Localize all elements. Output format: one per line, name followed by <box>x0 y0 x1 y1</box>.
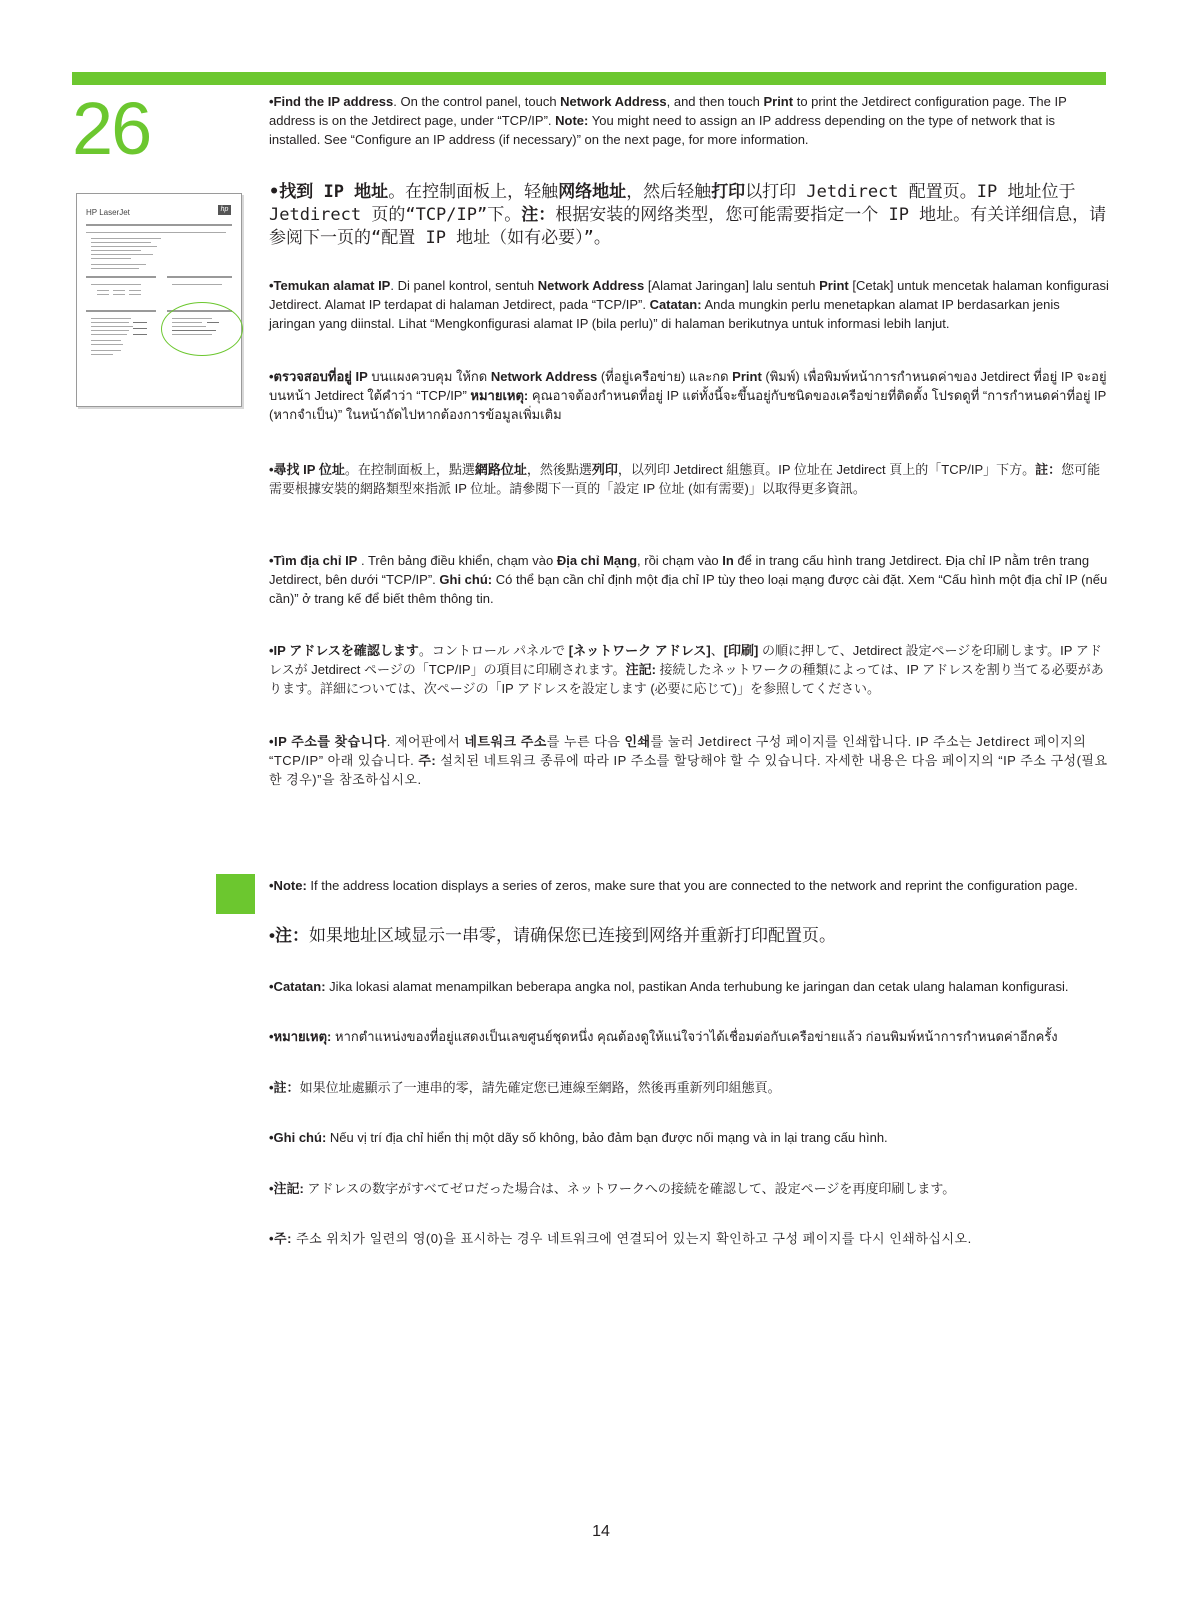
note-ko: •주: 주소 위치가 일련의 영(0)을 표시하는 경우 네트워크에 연결되어 있는지 확인하고 구성 페이지를 다시 인쇄하십시오. <box>269 1231 972 1246</box>
instruction-zh-tw: •尋找 IP 位址。在控制面板上，點選網路位址，然後點選列印，以列印 Jetdirect 組態頁。IP 位址在 Jetdirect 頁上的「TCP/IP」下方。註：您可能需要根據安裝的網路類型來指派 IP 位址。請參閱下一頁的「設定 IP 位址 (如有需要)」以取得更多資訊。 <box>269 462 1101 496</box>
note-th: •หมายเหตุ: หากตำแหน่งของที่อยู่แสดงเป็นเลขศูนย์ชุดหนึ่ง คุณต้องดูให้แน่ใจว่าได้เชื่อมต่อกับเครือข่ายแล้ว ก่อนพิมพ์หน้าการกำหนดค่าอีกครั้ง <box>269 1029 1058 1044</box>
instruction-en: •Find the IP address. On the control panel, touch Network Address, and then touch Print to print the Jetdirect configuration page. The IP address is on the Jetdirect page, under “TCP/IP”. Note: You might need to assign an IP address depending on the type of network that is installed. See “Configure an IP address (if necessary)” on the next page, for more information. <box>269 94 1067 147</box>
config-page-thumbnail <box>76 193 242 407</box>
note-ja: •注記: アドレスの数字がすべてゼロだった場合は、ネットワークへの接続を確認して、設定ページを再度印刷します。 <box>269 1181 956 1196</box>
note-marker <box>216 874 255 914</box>
instruction-ko: •IP 주소를 찾습니다. 제어판에서 네트워크 주소를 누른 다음 인쇄를 눌러 Jetdirect 구성 페이지를 인쇄합니다. IP 주소는 Jetdirect 페이지의 “TCP/IP” 아래 있습니다. 주: 설치된 네트워크 종류에 따라 IP 주소를 할당해야 할 수 있습니다. 자세한 내용은 다음 페이지의 “IP 주소 구성(필요한 경우)”을 참조하십시오. <box>269 734 1108 787</box>
thumbnail-divider <box>86 224 232 226</box>
note-en: •Note: If the address location displays a series of zeros, make sure that you are connected to the network and reprint the configuration page. <box>269 878 1078 893</box>
instruction-ja: •IP アドレスを確認します。コントロール パネルで [ネットワーク アドレス]、[印刷] の順に押して、Jetdirect 設定ページを印刷します。IP アドレスが Jetdirect ページの「TCP/IP」の項目に印刷されます。注記: 接続したネットワークの種類によっては、IP アドレスを割り当てる必要があります。詳細については、次ページの「IP アドレスを設定します (必要に応じて)」を参照してください。 <box>269 643 1104 696</box>
instruction-th: •ตรวจสอบที่อยู่ IP บนแผงควบคุม ให้กด Network Address (ที่อยู่เครือข่าย) และกด Print (พิมพ์) เพื่อพิมพ์หน้าการกำหนดค่าของ Jetdirect ที่อยู่ IP จะอยู่บนหน้า Jetdirect ใต้คำว่า “TCP/IP” หมายเหตุ: คุณอาจต้องกำหนดที่อยู่ IP แต่ทั้งนี้จะขึ้นอยู่กับชนิดของเครือข่ายที่ติดตั้ง โปรดดูที่ “การกำหนดค่าที่อยู่ IP (หากจำเป็น)” ในหน้าถัดไปหากต้องการข้อมูลเพิ่มเติม <box>269 369 1107 422</box>
page-number: 14 <box>592 1523 610 1540</box>
instruction-id: •Temukan alamat IP. Di panel kontrol, sentuh Network Address [Alamat Jaringan] lalu sentuh Print [Cetak] untuk mencetak halaman konfigurasi Jetdirect. Alamat IP terdapat di halaman Jetdirect, pada “TCP/IP”. Catatan: Anda mungkin perlu menetapkan alamat IP berdasarkan jenis jaringan yang diinstal. Lihat “Mengkonfigurasi alamat IP (bila perlu)” di halaman berikutnya untuk informasi lebih lanjut. <box>269 278 1109 331</box>
top-accent-bar <box>72 72 1106 85</box>
note-id: •Catatan: Jika lokasi alamat menampilkan beberapa angka nol, pastikan Anda terhubung ke jaringan dan cetak ulang halaman konfigurasi. <box>269 979 1069 994</box>
instruction-vi: •Tìm địa chỉ IP . Trên bảng điều khiển, chạm vào Địa chỉ Mạng, rồi chạm vào In để in trang cấu hình trang Jetdirect. Địa chỉ IP nằm trên trang Jetdirect, bên dưới “TCP/IP”. Ghi chú: Có thể bạn cần chỉ định một địa chỉ IP tùy theo loại mạng được cài đặt. Xem “Cấu hình một địa chỉ IP (nếu cần)” ở trang kế để biết thêm thông tin. <box>269 553 1108 606</box>
thumbnail-title: HP LaserJet <box>86 208 130 217</box>
step-number: 26 <box>72 87 151 170</box>
note-zh-cn: •注：如果地址区域显示一串零，请确保您已连接到网络并重新打印配置页。 <box>269 926 836 945</box>
ip-address-highlight-circle <box>161 302 243 356</box>
instruction-zh-cn: •找到 IP 地址。在控制面板上，轻触网络地址，然后轻触打印以打印 Jetdirect 配置页。IP 地址位于 Jetdirect 页的“TCP/IP”下。注：根据安装的网络类型，您可能需要指定一个 IP 地址。有关详细信息，请参阅下一页的“配置 IP 地址（如有必要）”。 <box>269 182 1107 248</box>
hp-logo-icon: hp <box>218 205 231 215</box>
note-vi: •Ghi chú: Nếu vị trí địa chỉ hiển thị một dãy số không, bảo đảm bạn được nối mạng và in lại trang cấu hình. <box>269 1130 888 1145</box>
note-zh-tw: •註：如果位址處顯示了一連串的零，請先確定您已連線至網路，然後再重新列印組態頁。 <box>269 1080 781 1095</box>
